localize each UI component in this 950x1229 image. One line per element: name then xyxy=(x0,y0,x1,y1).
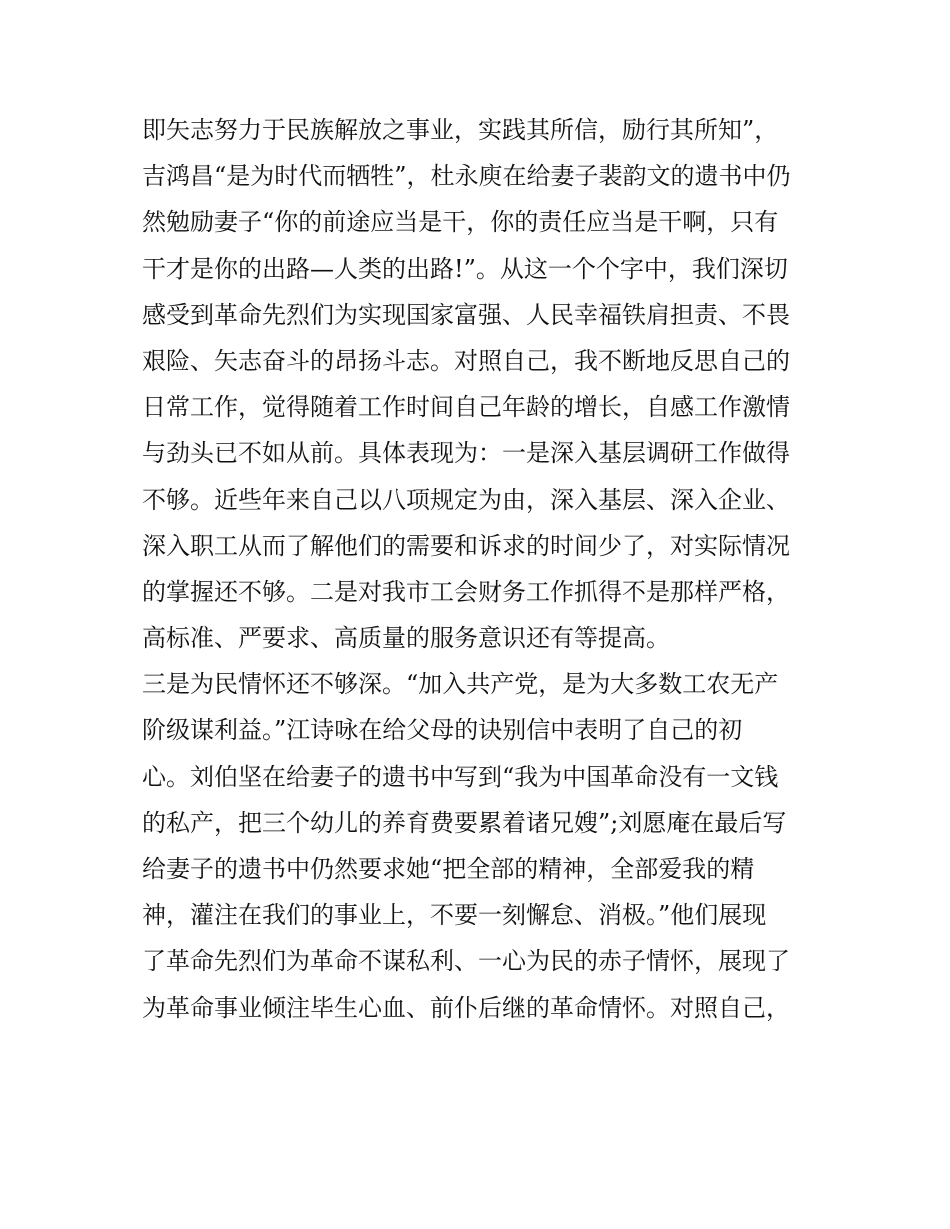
text-line: 阶级谋利益。”江诗咏在给父母的诀别信中表明了自己的初 xyxy=(142,716,743,745)
text-line: 的掌握还不够。二是对我市工会财务工作抓得不是那样严格， xyxy=(142,577,790,606)
text-line: 神，灌注在我们的事业上，不要一刻懈怠、消极。”他们展现 xyxy=(142,901,767,930)
text-line: 艰险、矢志奋斗的昂扬斗志。对照自己，我不断地反思自己的 xyxy=(142,346,790,375)
text-line: 的私产，把三个幼儿的养育费要累着诸兄嫂”;刘愿庵在最后写 xyxy=(142,808,787,837)
text-line: 给妻子的遗书中仍然要求她“把全部的精神，全部爱我的精 xyxy=(142,855,755,883)
text-line: 为革命事业倾注毕生心血、前仆后继的革命情怀。对照自己， xyxy=(142,993,790,1022)
text-line: 日常工作，觉得随着工作时间自己年龄的增长，自感工作激情 xyxy=(142,393,790,422)
text-line: 与劲头已不如从前。具体表现为：一是深入基层调研工作做得 xyxy=(142,439,790,468)
text-line: 吉鸿昌“是为时代而牺牲”，杜永庾在给妻子裴韵文的遗书中仍 xyxy=(142,162,791,191)
text-line: 三是为民情怀还不够深。“加入共产党，是为大多数工农无产 xyxy=(142,670,779,699)
text-line: 深入职工从而了解他们的需要和诉求的时间少了，对实际情况 xyxy=(142,531,790,560)
text-line: 了革命先烈们为革命不谋私利、一心为民的赤子情怀，展现了 xyxy=(142,947,790,976)
text-line: 感受到革命先烈们为实现国家富强、人民幸福铁肩担责、不畏 xyxy=(142,300,790,329)
text-line: 然勉励妻子“你的前途应当是干，你的责任应当是干啊，只有 xyxy=(142,208,779,237)
text-line: 心。刘伯坚在给妻子的遗书中写到“我为中国革命没有一文钱 xyxy=(142,762,779,791)
text-line: 不够。近些年来自己以八项规定为由，深入基层、深入企业、 xyxy=(142,485,790,514)
text-line: 即矢志努力于民族解放之事业，实践其所信，励行其所知”， xyxy=(142,116,779,144)
text-line: 高标准、严要求、高质量的服务意识还有等提高。 xyxy=(142,624,670,653)
text-line: 干才是你的出路—人类的出路!”。从这一个个字中，我们深切 xyxy=(142,254,788,283)
body-text xyxy=(142,107,822,1031)
